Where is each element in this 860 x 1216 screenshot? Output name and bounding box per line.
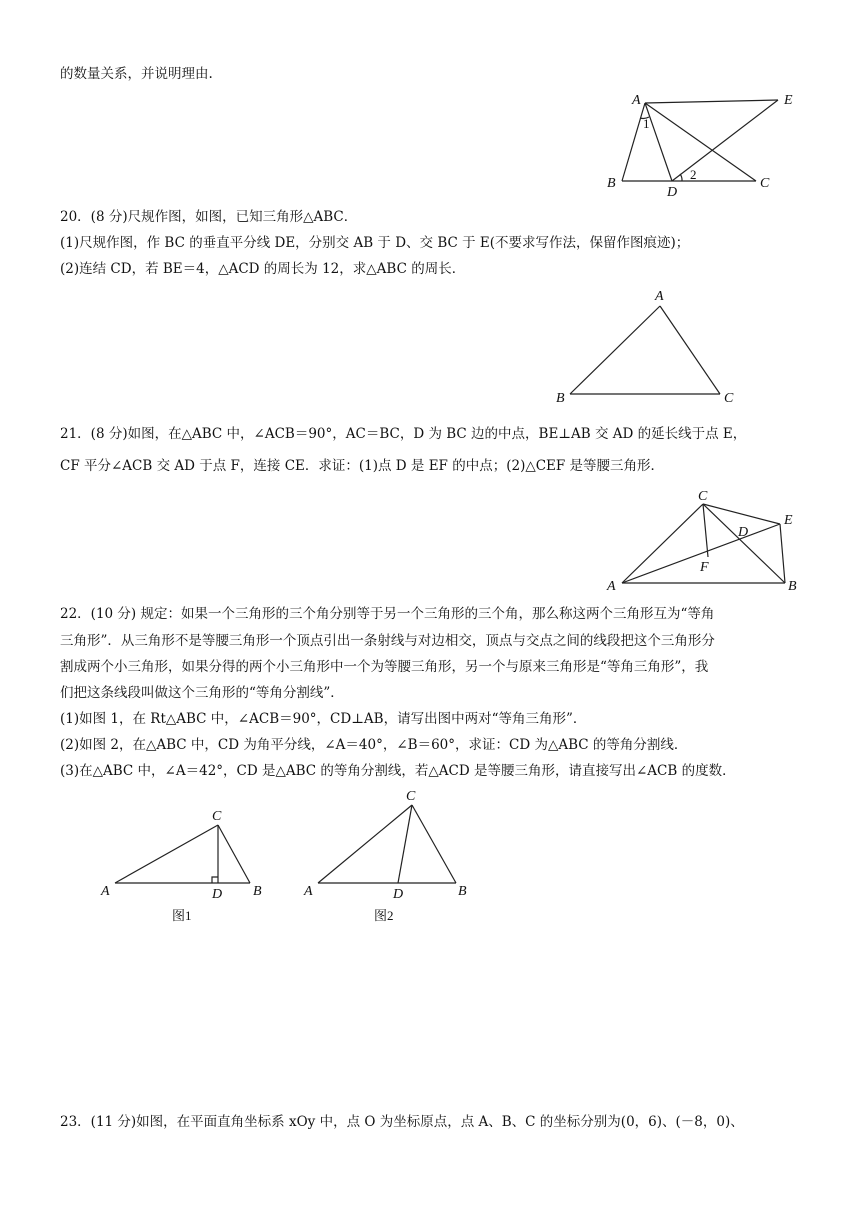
- fig19-label-B: B: [607, 176, 616, 191]
- fig19-label-D: D: [667, 185, 678, 200]
- fig1-label-B: B: [253, 884, 262, 899]
- question-22-line1: 22．(10 分) 规定：如果一个三角形的三个角分别等于另一个三角形的三个角，那么称这两个三角形互为“等角: [60, 606, 715, 622]
- question-22-part1: (1)如图 1，在 Rt△ABC 中，∠ACB＝90°，CD⊥AB，请写出图中两对“等角三角形”．: [60, 711, 587, 727]
- fig19-angle-1: 1: [643, 116, 650, 131]
- question-20-title: 20．(8 分)尺规作图，如图，已知三角形△ABC．: [60, 209, 358, 225]
- fig19-label-A: A: [632, 93, 641, 108]
- question-22-line4: 们把这条线段叫做这个三角形的“等角分割线”．: [60, 685, 344, 701]
- fig1-label-D: D: [212, 887, 223, 902]
- fig20-label-B: B: [556, 391, 565, 406]
- fig1-caption: 图1: [172, 908, 192, 923]
- question-22-part3: (3)在△ABC 中，∠A＝42°，CD 是△ABC 的等角分割线，若△ACD 是等腰三角形，请直接写出∠ACB 的度数．: [60, 763, 736, 779]
- question-20-part1: (1)尺规作图，作 BC 的垂直平分线 DE，分别交 AB 于 D、交 BC 于 E(不要求写作法，保留作图痕迹)；: [60, 235, 690, 251]
- question-22-line2: 三角形”．从三角形不是等腰三角形一个顶点引出一条射线与对边相交，顶点与交点之间的线段把这个三角形分: [60, 633, 715, 649]
- fig2-label-C: C: [406, 789, 416, 804]
- fig21-label-F: F: [700, 560, 709, 575]
- fig20-label-A: A: [655, 289, 664, 304]
- fig2-label-D: D: [393, 887, 404, 902]
- fig19-label-C: C: [760, 176, 770, 191]
- fig21-label-D: D: [738, 525, 749, 540]
- fig1-label-C: C: [212, 809, 222, 824]
- question-23-line1: 23．(11 分)如图，在平面直角坐标系 xOy 中，点 O 为坐标原点，点 A、B、C 的坐标分别为(0，6)、(－8，0)、: [60, 1114, 744, 1130]
- question-19-continuation: 的数量关系，并说明理由.: [60, 66, 213, 82]
- fig1-label-A: A: [101, 884, 110, 899]
- question-21-line2: CF 平分∠ACB 交 AD 于点 F，连接 CE．求证：(1)点 D 是 EF 的中点；(2)△CEF 是等腰三角形．: [60, 458, 665, 474]
- question-22-line3: 割成两个小三角形，如果分得的两个小三角形中一个为等腰三角形，另一个与原来三角形是“等角三角形”，我: [60, 659, 709, 675]
- fig20-label-C: C: [724, 391, 734, 406]
- fig19-angle-2: 2: [690, 167, 697, 182]
- fig21-label-A: A: [607, 579, 616, 594]
- question-22-part2: (2)如图 2，在△ABC 中，CD 为角平分线，∠A＝40°，∠B＝60°，求证：CD 为△ABC 的等角分割线．: [60, 737, 688, 753]
- fig2-label-A: A: [304, 884, 313, 899]
- question-20-part2: (2)连结 CD，若 BE＝4，△ACD 的周长为 12，求△ABC 的周长．: [60, 261, 466, 277]
- fig19-label-E: E: [784, 93, 793, 108]
- fig21-label-C: C: [698, 489, 708, 504]
- question-21-line1: 21．(8 分)如图，在△ABC 中，∠ACB＝90°，AC＝BC，D 为 BC 边的中点，BE⊥AB 交 AD 的延长线于点 E，: [60, 426, 747, 442]
- fig21-label-E: E: [784, 513, 793, 528]
- fig2-caption: 图2: [374, 908, 394, 923]
- fig2-label-B: B: [458, 884, 467, 899]
- fig21-label-B: B: [788, 579, 797, 594]
